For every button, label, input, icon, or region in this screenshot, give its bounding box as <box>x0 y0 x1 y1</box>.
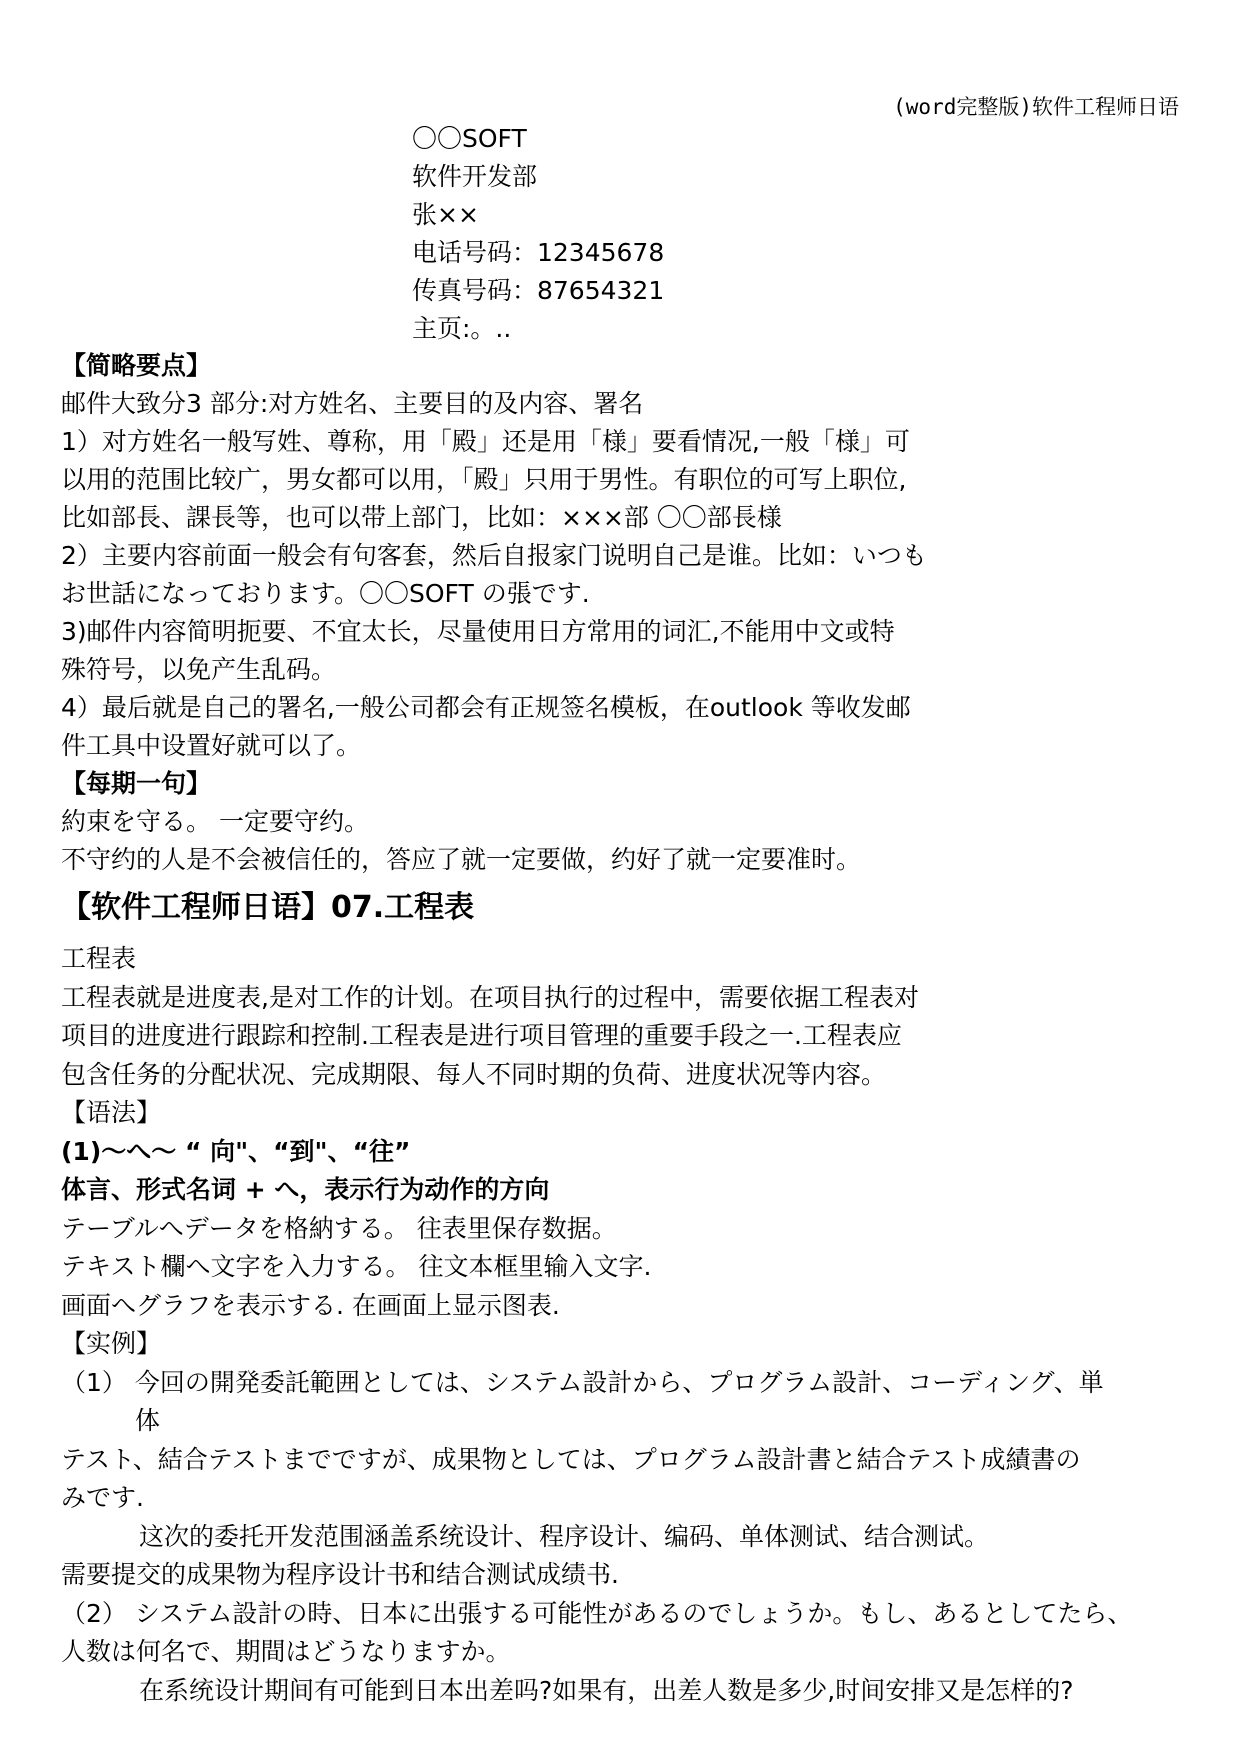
example-line: 体 <box>135 1406 161 1435</box>
paragraph-line: 約束を守る。 一定要守约。 <box>61 807 369 836</box>
example-line: テスト、結合テストまでですが、成果物としては、プログラム設計書と結合テスト成績書の <box>61 1444 1081 1474</box>
paragraph-line: お世話になっております。〇〇SOFT の張です. <box>61 579 590 608</box>
paragraph-line: 包含任务的分配状况、完成期限、每人不同时期的负荷、进度状况等内容。 <box>61 1059 887 1089</box>
example-line: みです. <box>61 1483 144 1512</box>
paragraph-line: 殊符号，以免产生乱码。 <box>61 655 337 684</box>
translation-line: 这次的委托开发范围涵盖系统设计、程序设计、编码、单体测试、结合测试。 <box>139 1521 990 1551</box>
chapter-title: 【软件工程师日语】07.工程表 <box>61 890 475 925</box>
schedule-section <box>61 940 1191 1710</box>
grammar-example: 画面へグラフを表示する. 在画面上显示图表. <box>61 1290 560 1320</box>
paragraph-line: 邮件大致分3 部分:对方姓名、主要目的及内容、署名 <box>61 389 644 418</box>
paragraph-line: 工程表 <box>61 944 137 973</box>
email-signature <box>412 120 664 348</box>
signature-phone: 电话号码：12345678 <box>412 238 665 267</box>
section-heading: 【语法】 <box>61 1098 162 1127</box>
grammar-title: (1)～へ～ “ 向"、“到"、“往” <box>61 1136 411 1166</box>
paragraph-line: 项目的进度进行跟踪和控制.工程表是进行项目管理的重要手段之一.工程表应 <box>61 1021 902 1050</box>
signature-name: 张×× <box>412 200 479 229</box>
example-line: （1） 今回の開発委託範囲としては、システム設計から、プログラム設計、コーディング、単 <box>61 1367 1104 1397</box>
grammar-rule: 体言、形式名词 + へ，表示行为动作的方向 <box>61 1175 550 1204</box>
paragraph-line: 件工具中设置好就可以了。 <box>61 731 362 760</box>
summary-section <box>61 347 1181 879</box>
paragraph-line: 2）主要内容前面一般会有句客套，然后自报家门说明自己是谁。比如：いつも <box>61 541 927 570</box>
signature-homepage: 主页:。.. <box>412 314 512 343</box>
section-heading: 【简略要点】 <box>61 351 212 380</box>
signature-dept: 软件开发部 <box>412 162 538 191</box>
grammar-example: テキスト欄へ文字を入力する。 往文本框里输入文字. <box>61 1252 652 1281</box>
paragraph-line: 工程表就是进度表,是对工作的计划。在项目执行的过程中，需要依据工程表对 <box>61 982 919 1012</box>
translation-line: 需要提交的成果物为程序设计书和结合测试成绩书. <box>61 1560 619 1589</box>
paragraph-line: 比如部長、課長等，也可以带上部门，比如：×××部 〇〇部長様 <box>61 503 782 532</box>
page-header: (word完整版)软件工程师日语 <box>893 95 1179 119</box>
section-heading: 【实例】 <box>61 1329 162 1358</box>
grammar-example: テーブルへデータを格納する。 往表里保存数据。 <box>61 1213 617 1243</box>
paragraph-line: 不守约的人是不会被信任的，答应了就一定要做，约好了就一定要准时。 <box>61 845 862 874</box>
paragraph-line: 1）对方姓名一般写姓、尊称，用「殿」还是用「様」要看情况,一般「様」可 <box>61 427 910 456</box>
signature-fax: 传真号码：87654321 <box>412 276 665 305</box>
paragraph-line: 4）最后就是自己的署名,一般公司都会有正规签名模板，在outlook 等收发邮 <box>61 693 911 722</box>
example-line: （2） システム設計の時、日本に出張する可能性があるのでしょうか。もし、あるとしてたら、 <box>61 1598 1133 1628</box>
example-line: 人数は何名で、期間はどうなりますか。 <box>61 1637 511 1666</box>
translation-line: 在系统设计期间有可能到日本出差吗?如果有，出差人数是多少,时间安排又是怎样的? <box>139 1675 1074 1705</box>
paragraph-line: 3)邮件内容简明扼要、不宜太长，尽量使用日方常用的词汇,不能用中文或特 <box>61 617 895 646</box>
paragraph-line: 以用的范围比较广，男女都可以用，「殿」只用于男性。有职位的可写上职位, <box>61 465 907 494</box>
section-heading: 【每期一句】 <box>61 769 212 798</box>
signature-company: 〇〇SOFT <box>412 124 527 153</box>
